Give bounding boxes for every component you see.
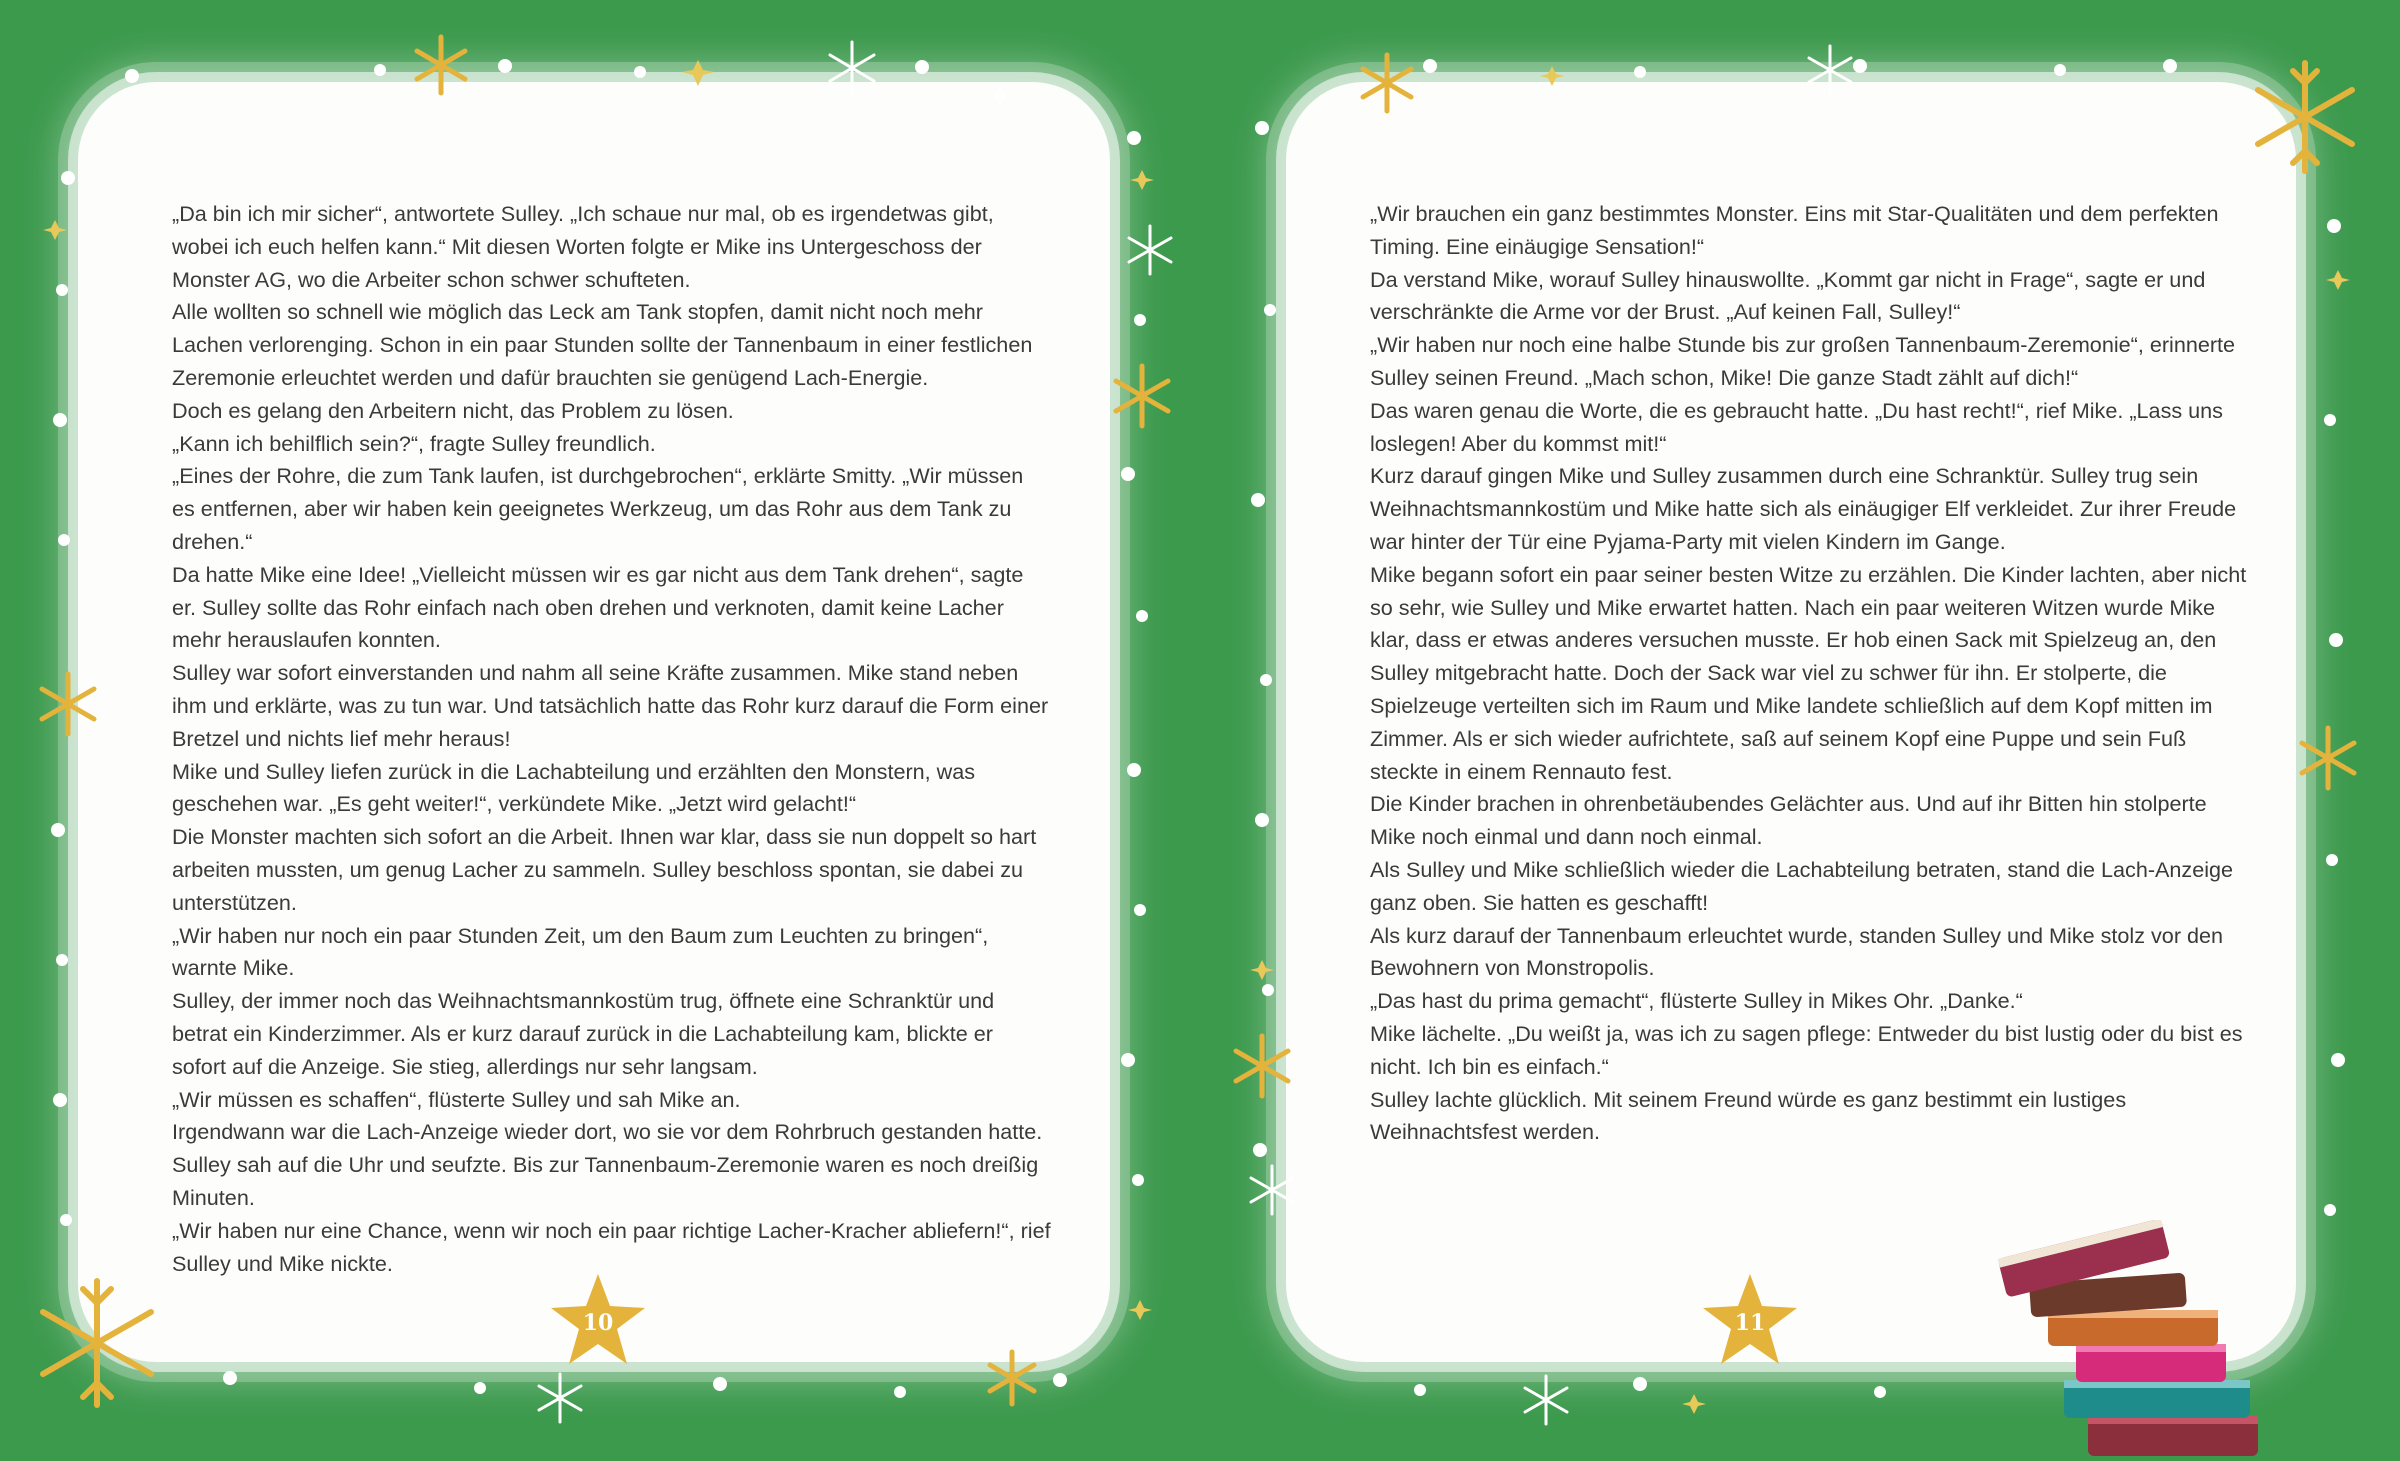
- paragraph: Kurz darauf gingen Mike und Sulley zusammen durch eine Schranktür. Sulley trug sein Weihnachtsmannkostüm und Mike hatte sich als einäugiger Elf verkleidet. Zur ihrer Freude war hinter der Tür eine Pyjama-Party mit vielen Kindern im Gange.: [1370, 463, 2237, 554]
- gold-snowflake-icon: [22, 1268, 172, 1418]
- gold-snowflake-icon: [1104, 358, 1180, 434]
- paragraph: „Wir haben nur noch eine halbe Stunde bis zur großen Tannenbaum-Zeremonie“, erinnerte Sulley seinen Freund. „Mach schon, Mike! Die ganze Stadt zählt auf dich!“: [1370, 332, 2236, 390]
- paragraph: „Eines der Rohre, die zum Tank laufen, ist durchgebrochen“, erklärte Smitty. „Wir müssen es entfernen, aber wir haben kein geeignetes Werkzeug, um das Rohr aus dem Tank zu drehen.“: [172, 463, 1024, 554]
- page-number-text: 11: [1734, 1310, 1766, 1336]
- snowflake-icon: [1242, 1160, 1302, 1220]
- paragraph: Da hatte Mike eine Idee! „Vielleicht müssen wir es gar nicht aus dem Tank drehen“, sagte er. Sulley sollte das Rohr einfach nach oben drehen und verknoten, damit keine Lacher mehr herauslaufen konnten.: [172, 561, 1024, 653]
- paragraph: Das waren genau die Worte, die es gebraucht hatte. „Du hast recht!“, rief Mike. „Lass uns loslegen! Aber du kommst mit!“: [1370, 397, 2223, 456]
- snowflake-icon: [1516, 1370, 1576, 1430]
- paragraph: „Wir müssen es schaffen“, flüsterte Sulley und sah Mike an.: [172, 1086, 741, 1112]
- gold-snowflake-icon: [980, 1346, 1044, 1410]
- paragraph: Da verstand Mike, worauf Sulley hinauswollte. „Kommt gar nicht in Frage“, sagte er und verschränkte die Arme vor der Brust. „Auf keinen Fall, Sulley!“: [1370, 266, 2206, 325]
- book-stack-illustration: [1960, 1220, 2280, 1461]
- paragraph: Sulley lachte glücklich. Mit seinem Freund würde es ganz bestimmt ein lustiges Weihnachtsfest werden.: [1370, 1086, 2127, 1145]
- snowflake-icon: [530, 1368, 590, 1428]
- paragraph: „Das hast du prima gemacht“, flüsterte Sulley in Mikes Ohr. „Danke.“: [1370, 988, 2023, 1014]
- paragraph: „Wir haben nur eine Chance, wenn wir noch ein paar richtige Lacher-Kracher abliefern!“, rief Sulley und Mike nickte.: [172, 1217, 1051, 1276]
- gold-snowflake-icon: [1224, 1028, 1300, 1104]
- paragraph: Die Kinder brachen in ohrenbetäubendes Gelächter aus. Und auf ihr Bitten hin stolperte Mike noch einmal und dann noch einmal.: [1370, 791, 2207, 850]
- gold-snowflake-icon: [1352, 48, 1422, 118]
- gold-snowflake-icon: [406, 30, 476, 100]
- paragraph: Irgendwann war die Lach-Anzeige wieder dort, wo sie vor dem Rohrbruch gestanden hatte. Sulley sah auf die Uhr und seufzte. Bis zur Tannenbaum-Zeremonie waren es noch dreißig Minuten.: [172, 1119, 1043, 1210]
- snowflake-icon: [1120, 220, 1180, 280]
- paragraph: „Da bin ich mir sicher“, antwortete Sulley. „Ich schaue nur mal, ob es irgendetwas gibt, wobei ich euch helfen kann.“ Mit diesen Worten folgte er Mike ins Untergeschoss der Monster AG, wo die Arbeiter schon schwer schufteten.: [172, 201, 994, 292]
- paragraph: „Kann ich behilflich sein?“, fragte Sulley freundlich.: [172, 430, 656, 456]
- paragraph: Sulley war sofort einverstanden und nahm all seine Kräfte zusammen. Mike stand neben ihm und erklärte, was zu tun war. Und tatsächlich hatte das Rohr kurz darauf die Form einer Bretzel und nichts lief mehr heraus!: [172, 660, 1049, 751]
- paragraph: Mike begann sofort ein paar seiner besten Witze zu erzählen. Die Kinder lachten, aber nicht so sehr, wie Sulley und Mike erwartet hatten. Nach ein paar weiteren Witzen wurde Mike klar, dass er etwas anderes versuchen musste. Er hob einen Sack mit Spielzeug an, den Sulley mitgebracht hatte. Doch der Sack war viel zu schwer für ihn. Er stolperte, die Spielzeuge verteilten sich im Raum und Mike landete schließlich auf dem Kopf mitten im Zimmer. Als er sich wieder aufrichtete, saß auf seinem Kopf eine Puppe und sein Fuß steckte in einem Rennauto fest.: [1370, 561, 2247, 784]
- gold-snowflake-icon: [2240, 52, 2370, 182]
- paragraph: Mike und Sulley liefen zurück in die Lachabteilung und erzählten den Monstern, was geschehen war. „Es geht weiter!“, verkündete Mike. „Jetzt wird gelacht!“: [172, 758, 976, 817]
- snowflake-icon: [820, 36, 884, 100]
- paragraph: Die Monster machten sich sofort an die Arbeit. Ihnen war klar, dass sie nun doppelt so hart arbeiten mussten, um genug Lacher zu sammeln. Sulley beschloss spontan, sie dabei zu unterstützen.: [172, 824, 1037, 915]
- page-number-text: 10: [582, 1310, 614, 1336]
- paragraph: „Wir haben nur noch ein paar Stunden Zeit, um den Baum zum Leuchten zu bringen“, warnte Mike.: [172, 922, 989, 981]
- paragraph: Als Sulley und Mike schließlich wieder die Lachabteilung betraten, stand die Lach-Anzeige ganz oben. Sie hatten es geschafft!: [1370, 856, 2234, 915]
- paragraph: Als kurz darauf der Tannenbaum erleuchtet wurde, standen Sulley und Mike stolz vor den Bewohnern von Monstropolis.: [1370, 922, 2224, 981]
- paragraph: „Wir brauchen ein ganz bestimmtes Monster. Eins mit Star-Qualitäten und dem perfekten Timing. Eine einäugige Sensation!“: [1370, 201, 2219, 259]
- paragraph: Alle wollten so schnell wie möglich das Leck am Tank stopfen, damit nicht noch mehr Lachen verlorenging. Schon in ein paar Stunden sollte der Tannenbaum in einer festlichen Zeremonie erleuchtet werden und dafür brauchten sie genügend Lach-Energie.: [172, 299, 1033, 390]
- paragraph: Mike lächelte. „Du weißt ja, was ich zu sagen pflege: Entweder du bist lustig oder du bist es nicht. Ich bin es einfach.“: [1370, 1020, 2243, 1079]
- gold-snowflake-icon: [2290, 720, 2366, 796]
- paragraph: Doch es gelang den Arbeitern nicht, das Problem zu lösen.: [172, 397, 734, 423]
- gold-snowflake-icon: [30, 666, 106, 742]
- paragraph: Sulley, der immer noch das Weihnachtsmannkostüm trug, öffnete eine Schranktür und betrat ein Kinderzimmer. Als er kurz darauf zurück in die Lachabteilung kam, blickte er sofort auf die Anzeige. Sie stieg, allerdings nur sehr langsam.: [172, 988, 995, 1079]
- snowflake-icon: [1800, 40, 1860, 100]
